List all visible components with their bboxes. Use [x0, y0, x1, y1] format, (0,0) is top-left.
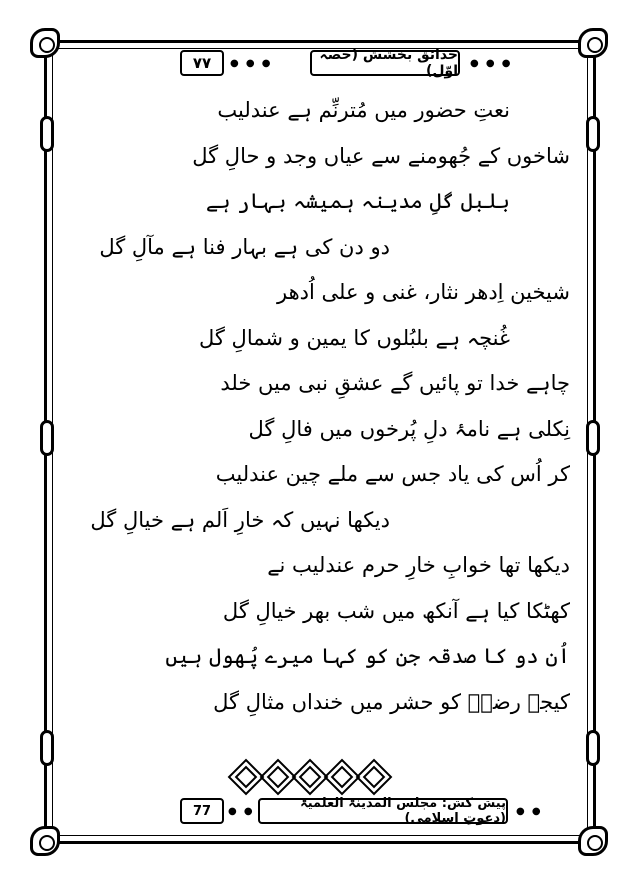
side-ornament-right-middle [586, 420, 600, 456]
verse-line-2: شاخوں کے جُھومنے سے عیاں وجد و حالِ گل [192, 143, 570, 168]
header-dots-right: ● ● ● [470, 58, 513, 69]
verse-line-9: کر اُس کی یاد جس سے ملے چین عندلیب [215, 462, 570, 486]
page-number-footer [180, 798, 224, 824]
verse-line-12: کھٹکا کیا ہے آنکھ میں شب بھر خیالِ گل [222, 598, 570, 623]
star-ornament-row [233, 764, 387, 790]
corner-ornament-top-right [578, 28, 608, 58]
page-number-header [180, 50, 224, 76]
corner-ornament-bottom-right [578, 826, 608, 856]
verse-line-11: دیکھا تھا خوابِ خارِ حرم عندلیب نے [267, 553, 570, 577]
corner-ornament-top-left [30, 28, 60, 58]
poem-body [70, 88, 570, 758]
side-ornament-left-top [40, 116, 54, 152]
verse-line-14: کیجے رضاؔ کو حشر میں خنداں مثالِ گل [213, 689, 570, 714]
star-ornament-icon [356, 759, 393, 796]
footer-dots: ● ● [228, 806, 255, 817]
book-title-box [310, 47, 460, 79]
verse-line-7: چاہے خدا تو پائیں گے عشقِ نبی میں خلد [220, 371, 570, 395]
side-ornament-right-bottom [586, 730, 600, 766]
page-number: 77 [192, 803, 212, 819]
publisher-credit: پیش کش: مجلس المدینۃ العلمیۃ (دعوتِ اسلامی) [300, 796, 506, 826]
side-ornament-right-top [586, 116, 600, 152]
verse-line-1: نعتِ حضور میں مُترنِّم ہے عندلیب [217, 98, 510, 122]
page-number-urdu: ۷۷ [192, 54, 212, 72]
header-dots-left: ● ● ● [230, 58, 273, 69]
book-title: حدائق بخشش (حصہ اوّل) [319, 47, 458, 79]
verse-line-10: دیکھا نہیں کہ خارِ اَلم ہے خیالِ گل [90, 507, 390, 532]
side-ornament-left-middle [40, 420, 54, 456]
side-ornament-left-bottom [40, 730, 54, 766]
corner-ornament-bottom-left [30, 826, 60, 856]
verse-line-13: اُن دو کا صدقہ جن کو کہا میرے پُھول ہیں [165, 644, 570, 668]
publisher-box [258, 798, 508, 824]
verse-line-5: شیخین اِدھر نثار، غنی و علی اُدھر [276, 280, 570, 304]
footer-dots-right: ● ● [516, 806, 543, 817]
verse-line-3: بلبل گلِ مدینہ ہمیشہ بہار ہے [205, 189, 510, 213]
verse-line-8: نِکلی ہے نامۂ دلِ پُرخوں میں فالِ گل [248, 416, 570, 441]
verse-line-4: دو دن کی ہے بہار فنا ہے مآلِ گل [99, 234, 390, 259]
verse-line-6: غُنچہ ہے بلبُلوں کا یمین و شمالِ گل [198, 325, 510, 350]
